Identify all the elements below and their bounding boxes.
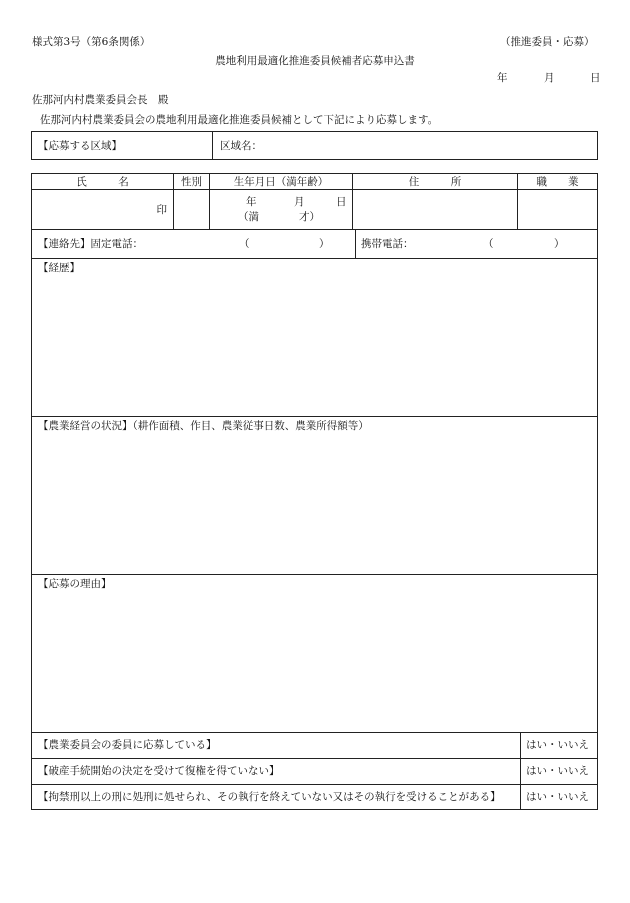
- sex-cell[interactable]: [174, 190, 210, 230]
- divider: [32, 758, 597, 759]
- date-month: 月: [544, 72, 555, 84]
- area-name-label[interactable]: 区域名：: [220, 140, 262, 152]
- reason-label: 【応募の理由】: [38, 578, 112, 590]
- area-box: [31, 131, 598, 160]
- birth-month: 月: [294, 196, 305, 208]
- form-number: 様式第3号（第6条関係）: [32, 36, 151, 48]
- divider: [32, 784, 597, 785]
- mobile-phone-label: 携帯電話：: [361, 238, 414, 250]
- question-3-answer[interactable]: はい・いいえ: [526, 791, 589, 803]
- birth-cell[interactable]: [210, 190, 353, 230]
- birth-year: 年: [246, 196, 257, 208]
- answer-divider: [520, 732, 521, 809]
- addressee: 佐那河内村農業委員会長 殿: [32, 94, 169, 106]
- details-box: [31, 229, 598, 810]
- date-day: 日: [590, 72, 601, 84]
- col-sex: 性別: [174, 174, 210, 190]
- divider: [32, 574, 597, 575]
- contact-label: 【連絡先】固定電話：: [38, 238, 143, 250]
- form-category: （推進委員・応募）: [500, 36, 595, 48]
- fixed-phone-open: （: [239, 238, 250, 250]
- divider: [32, 258, 597, 259]
- contact-divider: [355, 230, 356, 258]
- question-2-answer[interactable]: はい・いいえ: [526, 765, 589, 777]
- col-address: 住 所: [353, 174, 518, 190]
- divider: [32, 416, 597, 417]
- col-birth: 生年月日（満年齢）: [210, 174, 353, 190]
- question-3-text: 【拘禁刑以上の刑に処刑に処せられ、その執行を終えていない又はその執行を受けることがある】: [38, 791, 501, 803]
- fixed-phone-close: ）: [319, 238, 330, 250]
- question-1-text: 【農業委員会の委員に応募している】: [38, 739, 217, 751]
- address-cell[interactable]: [353, 190, 518, 230]
- col-job: 職 業: [518, 174, 598, 190]
- farming-label: 【農業経営の状況】（耕作面積、作目、農業従事日数、農業所得額等）: [38, 420, 369, 432]
- divider: [32, 732, 597, 733]
- job-cell[interactable]: [518, 190, 598, 230]
- age-open: （満: [238, 211, 259, 223]
- question-1-answer[interactable]: はい・いいえ: [526, 739, 589, 751]
- applicant-table: [31, 173, 598, 230]
- career-label: 【経歴】: [38, 262, 80, 274]
- name-cell[interactable]: [32, 190, 174, 230]
- page-title: 農地利用最適化推進委員候補者応募申込書: [215, 55, 415, 67]
- area-label: 【応募する区域】: [38, 140, 122, 152]
- intro-text: 佐那河内村農業委員会の農地利用最適化推進委員候補として下記により応募します。: [40, 114, 439, 126]
- area-divider: [212, 132, 213, 159]
- birth-day: 日: [336, 196, 347, 208]
- date-year: 年: [497, 72, 508, 84]
- mobile-phone-close: ）: [554, 238, 565, 250]
- age-close: 才）: [299, 211, 320, 223]
- question-2-text: 【破産手続開始の決定を受けて復権を得ていない】: [38, 765, 280, 777]
- mobile-phone-open: （: [483, 238, 494, 250]
- seal-mark: 印: [156, 204, 167, 216]
- col-name: 氏 名: [32, 174, 174, 190]
